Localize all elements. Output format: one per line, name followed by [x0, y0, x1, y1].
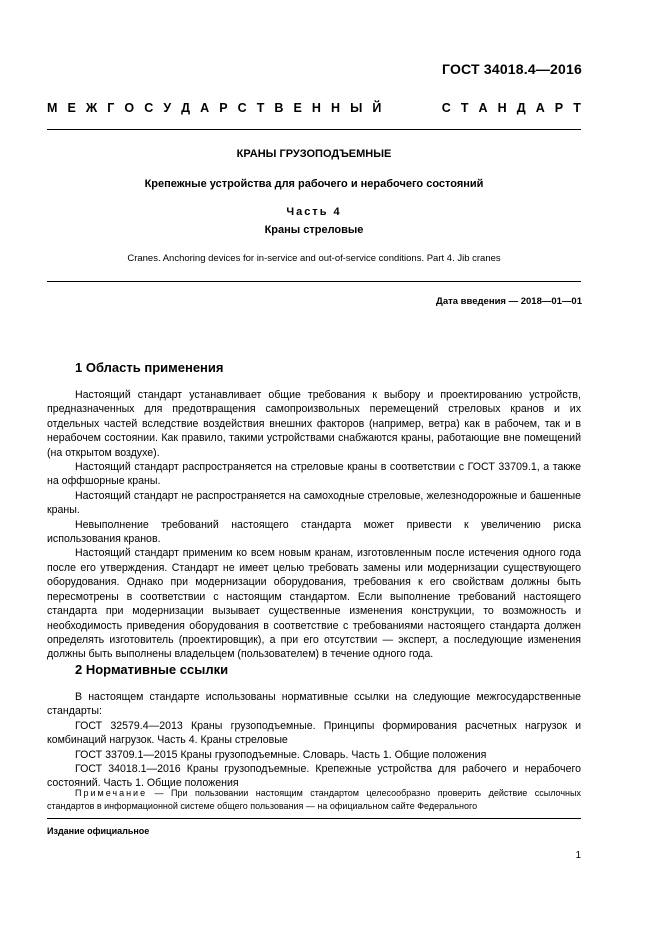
- section-2-body: [47, 690, 581, 791]
- reference-item: ГОСТ 34018.1—2016 Краны грузоподъемные. Крепежные устройства для рабочего и нерабочего состояний. Часть 1. Общие положения: [47, 763, 581, 790]
- reference-item: ГОСТ 32579.4—2013 Краны грузоподъемные. Принципы формирования расчетных нагрузок и комбинаций нагрузок. Часть 4. Краны стреловые: [47, 719, 581, 747]
- paragraph: Настоящий стандарт распространяется на стреловые краны в соответствии с ГОСТ 33709.1, а также на оффшорные краны.: [47, 461, 581, 488]
- paragraph: Настоящий стандарт устанавливает общие требования к выбору и проектированию устройств, предназначенных для предотвращения самопроизвольных перемещений стреловых кранов и их отдельных частей вследствие воздействия внешних факторов (например, ветра) как в рабочем, так и в нерабочем состоянии. Как правило, такими устройствами снабжаются краны, работающие вне помещений (на открытом воздухе).: [47, 389, 581, 459]
- paragraph: В настоящем стандарте использованы нормативные ссылки на следующие межгосударственные стандарты:: [47, 691, 581, 718]
- title-divider: [47, 281, 581, 282]
- reference-note: [47, 787, 581, 813]
- english-title: Cranes. Anchoring devices for in-service and out-of-service conditions. Part 4. Jib cranes: [127, 253, 501, 264]
- section-1-heading: 1 Область применения: [75, 360, 224, 375]
- paragraph: Настоящий стандарт применим ко всем новым кранам, изготовленным после истечения одного года после его утверждения. Стандарт не имеет целью требовать замены или модернизации существующего оборудования. Однако при модернизации оборудования, требования к его свойствам должны быть пересмотрены в соответствии с настоящим стандартом. Если выполнение требований настоящего стандарта при модернизации вызывает существенные изменения конструкции, то возможность и необходимость приведения оборудования в соответствие с требованиями настоящего стандарта должен определять изготовитель (проектировщик), а при его отсутствии — эксперт, а последующие изменения должны быть выполнены владельцем (пользователем) в течение одного года.: [47, 547, 581, 661]
- section-2-heading: 2 Нормативные ссылки: [75, 662, 229, 677]
- note-text: — При пользовании настоящим стандартом целесообразно проверить действие ссылочных стандартов в информационной системе общего пользования — на официальном сайте Федерального: [47, 788, 581, 811]
- document-subtitle: Крепежные устройства для рабочего и нерабочего состояний: [144, 178, 484, 190]
- paragraph: Настоящий стандарт не распространяется на самоходные стреловые, железнодорожные и башенные краны.: [47, 489, 581, 517]
- note-label: Примечание: [75, 788, 148, 798]
- reference-item: ГОСТ 33709.1—2015 Краны грузоподъемные. Словарь. Часть 1. Общие положения: [75, 748, 487, 761]
- document-title: КРАНЫ ГРУЗОПОДЪЕМНЫЕ: [236, 148, 392, 160]
- edition-label: Издание официальное: [47, 826, 150, 836]
- top-divider: [47, 129, 581, 130]
- document-code: ГОСТ 34018.4—2016: [442, 61, 582, 77]
- part-subject: Краны стреловые: [264, 224, 364, 236]
- footer-divider: [47, 818, 581, 819]
- paragraph: Невыполнение требований настоящего стандарта может привести к увеличению риска использования кранов.: [47, 518, 581, 546]
- interstate-standard-heading: М Е Ж Г О С У Д А Р С Т В Е Н Н Ы Й С Т А Н Д А Р Т: [47, 101, 581, 115]
- introduction-date: Дата введения — 2018—01—01: [436, 296, 582, 307]
- section-1-body: [47, 388, 581, 662]
- page-number: 1: [575, 850, 581, 861]
- part-label: Часть 4: [286, 206, 342, 218]
